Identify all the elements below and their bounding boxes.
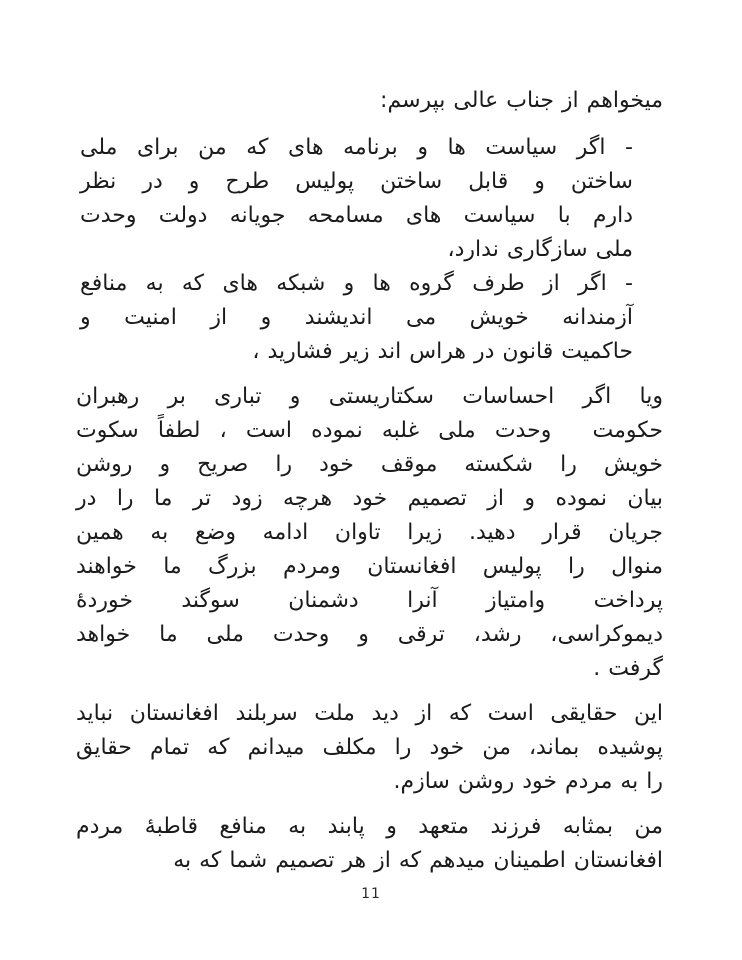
paragraph xyxy=(76,697,663,799)
text-line: ملی سازگاری ندارد، xyxy=(447,237,633,262)
heading xyxy=(76,84,663,118)
text-line: بیان نموده و از تصمیم خود هرچه زود تر ما را در xyxy=(76,486,663,511)
bullet-item xyxy=(80,267,633,369)
text-line: را به مردم خود روشن سازم. xyxy=(393,769,663,794)
text-line: جریان قرار دهید. زیرا تاوان ادامه وضع به همین xyxy=(76,520,663,545)
text-line: خویش را شکسته موقف خود را صریح و روشن xyxy=(76,452,663,477)
bullet-dash: - xyxy=(605,135,633,160)
text-line: پوشیده بماند، من خود را مکلف میدانم که تمام حقایق xyxy=(76,735,663,760)
text-line: افغانستان اطمینان میدهم که از هر تصمیم شما که به xyxy=(173,848,663,873)
text-line: دیموکراسی، رشد، ترقی و وحدت ملی ما خواهد xyxy=(76,622,663,647)
text-line: منوال را پولیس افغانستان ومردم بزرگ ما خواهند xyxy=(76,554,663,579)
document-body xyxy=(76,84,663,878)
text-line: ساختن و قابل ساختن پولیس طرح و در نظر xyxy=(80,169,633,194)
paragraph xyxy=(76,810,663,878)
text-line: حکومت وحدت ملی غلبه نموده است ، لطفاً سکوت xyxy=(76,418,663,443)
text-line: - اگر سیاست ها و برنامه های که من برای ملی xyxy=(80,135,633,160)
text-line: حاکمیت قانون در هراس اند زیر فشارید ، xyxy=(252,339,633,364)
bullet-dash: - xyxy=(606,271,633,296)
page-number: 11 xyxy=(361,886,381,902)
text-line: دارم با سیاست های مسامحه جویانه دولت وحدت xyxy=(80,203,633,228)
text-line: - اگر از طرف گروه ها و شبکه های که به منافع xyxy=(80,271,633,296)
text-line: پرداخت وامتیاز آنرا دشمنان سوگند خوردهٔ xyxy=(76,588,663,613)
text-line: این حقایقی است که از دید ملت سربلند افغانستان نباید xyxy=(76,701,663,726)
text-line: من بمثابه فرزند متعهد و پابند به منافع قاطبهٔ مردم xyxy=(76,814,663,839)
text-line: میخواهم از جناب عالی بپرسم: xyxy=(380,88,663,113)
text-line: گرفت . xyxy=(593,656,663,681)
text-line: آزمندانه خویش می اندیشند و از امنیت و xyxy=(80,305,633,330)
bullet-item xyxy=(80,131,633,267)
paragraph xyxy=(76,380,663,686)
text-line: ویا اگر احساسات سکتاریستی و تباری بر رهبران xyxy=(76,384,663,409)
